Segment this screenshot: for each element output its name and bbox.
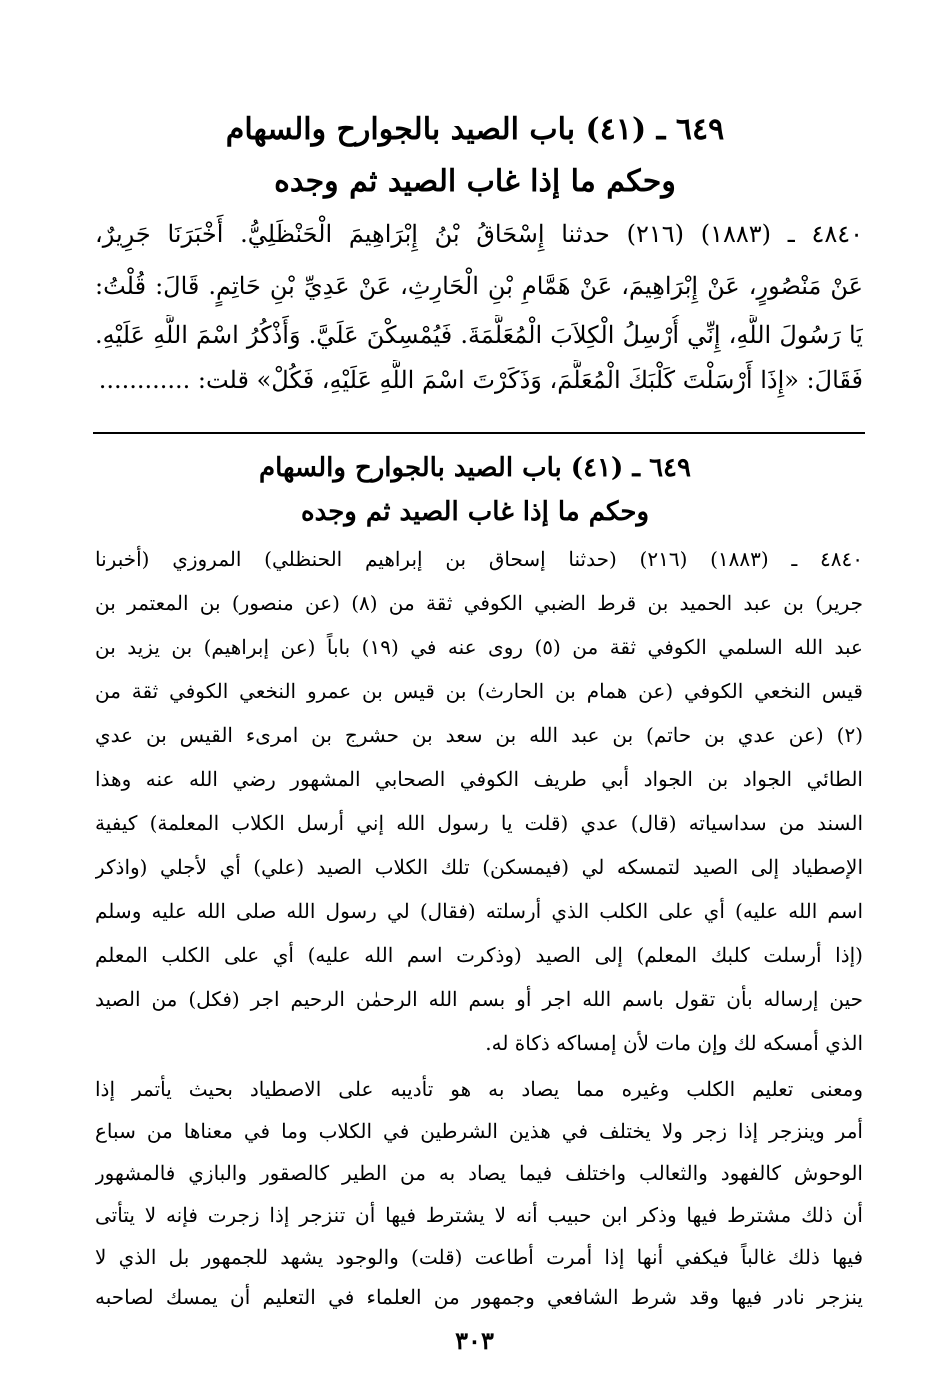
paragraph-line: فيها ذلك غالباً فيكفي أنها إذا أمرت أطاعت (قلت) والوجود يشهد للجمهور بل الذي لا: [95, 1245, 863, 1269]
commentary-text-line: الطائي الجواد بن الجواد أبي طريف الكوفي الصحابي المشهور رضي الله عنه وهذا: [95, 767, 863, 791]
commentary-title-line-2: وحكم ما إذا غاب الصيد ثم وجده: [300, 497, 650, 527]
hadith-text-line: فَقَالَ: «إِذَا أَرْسَلْتَ كَلْبَكَ الْمُعَلَّمَ، وَذَكَرْتَ اسْمَ اللَّهِ عَلَيْهِ، فَكُلْ» قلت: ............: [98, 366, 863, 394]
paragraph-line: أن ذلك مشترط فيها وذكر ابن حبيب أنه لا يشترط فيها أن تنزجر إذا زجرت فإنه لا يتأتى: [95, 1203, 863, 1227]
commentary-text-line: عبد الله السلمي الكوفي ثقة من (٥) روى عنه في (١٩) باباً (عن إبراهيم) بن يزيد بن: [95, 635, 863, 659]
commentary-text-line: ٤٨٤٠ ـ (١٨٨٣) (٢١٦) (حدثنا إسحاق بن إبراهيم الحنظلي) المروزي (أخبرنا: [95, 547, 863, 571]
commentary-text-line: (٢) (عن عدي بن حاتم) بن عبد الله بن سعد بن حشرج بن امرىء القيس بن عدي: [95, 723, 863, 747]
hadith-text-line: يَا رَسُولَ اللَّهِ، إِنِّي أُرْسِلُ الْكِلاَبَ الْمُعَلَّمَةَ. فَيُمْسِكْنَ عَلَيَّ. وَأَذْكُرُ اسْمَ اللَّهِ عَلَيْهِ.: [95, 321, 863, 349]
hadith-text-line: ٤٨٤٠ ـ (١٨٨٣) (٢١٦) حدثنا إِسْحَاقُ بْنُ إِبْرَاهِيمَ الْحَنْظَلِيُّ. أَخْبَرَنَا جَرِيرٌ،: [95, 220, 863, 248]
hadith-text-line: عَنْ مَنْصُورٍ، عَنْ إِبْرَاهِيمَ، عَنْ هَمَّامِ بْنِ الْحَارِثِ، عَنْ عَدِيِّ بْنِ حَاتِمٍ. قَالَ: قُلْتُ:: [95, 272, 863, 300]
paragraph-line: ومعنى تعليم الكلب وغيره مما يصاد به هو تأديبه على الاصطياد بحيث يأتمر إذا: [95, 1077, 863, 1101]
page-number: ٣٠٣: [455, 1326, 494, 1355]
section-divider: [93, 432, 865, 434]
commentary-text-line: جرير) بن عبد الحميد بن قرط الضبي الكوفي ثقة من (٨) (عن منصور) بن المعتمر بن: [95, 591, 863, 615]
paragraph-line: الوحوش كالفهود والثعالب واختلف فيما يصاد به من الطير كالصقور والبازي فالمشهور: [95, 1161, 863, 1185]
paragraph-line: أمر وينزجر إذا زجر ولا يختلف في هذين الشرطين في الكلاب وما في معناها من سباع: [95, 1119, 863, 1143]
commentary-title-line-1: ٦٤٩ ـ (٤١) باب الصيد بالجوارح والسهام: [259, 453, 691, 483]
commentary-text-line: قيس النخعي الكوفي (عن همام بن الحارث) بن قيس بن عمرو النخعي الكوفي ثقة من: [95, 679, 863, 703]
commentary-text-line: اسم الله عليه) أي على الكلب الذي أرسلته (فقال) لي رسول الله صلى الله عليه وسلم: [95, 899, 863, 923]
commentary-text-line: الذي أمسكه لك وإن مات لأن إمساكه ذكاة له.: [485, 1031, 863, 1055]
paragraph-line: ينزجر نادر فيها وقد شرط الشافعي وجمهور من العلماء في التعليم أن يمسك لصاحبه: [95, 1285, 863, 1309]
chapter-title-line-1: ٦٤٩ ـ (٤١) باب الصيد بالجوارح والسهام: [225, 112, 725, 147]
commentary-text-line: (إذا أرسلت كلبك المعلم) إلى الصيد (وذكرت اسم الله عليه) أي على الكلب المعلم: [95, 943, 863, 967]
chapter-title-line-2: وحكم ما إذا غاب الصيد ثم وجده: [274, 164, 676, 199]
commentary-text-line: حين إرساله بأن تقول باسم الله اجر أو بسم الله الرحمٰن الرحيم اجر (فكل) من الصيد: [95, 987, 863, 1011]
commentary-text-line: السند من سداسياته (قال) عدي (قلت يا رسول الله إني أرسل الكلاب المعلمة) كيفية: [95, 811, 863, 835]
commentary-text-line: الإصطياد إلى الصيد لتمسكه لي (فيمسكن) تلك الكلاب الصيد (علي) أي لأجلي (واذكر: [95, 855, 863, 879]
